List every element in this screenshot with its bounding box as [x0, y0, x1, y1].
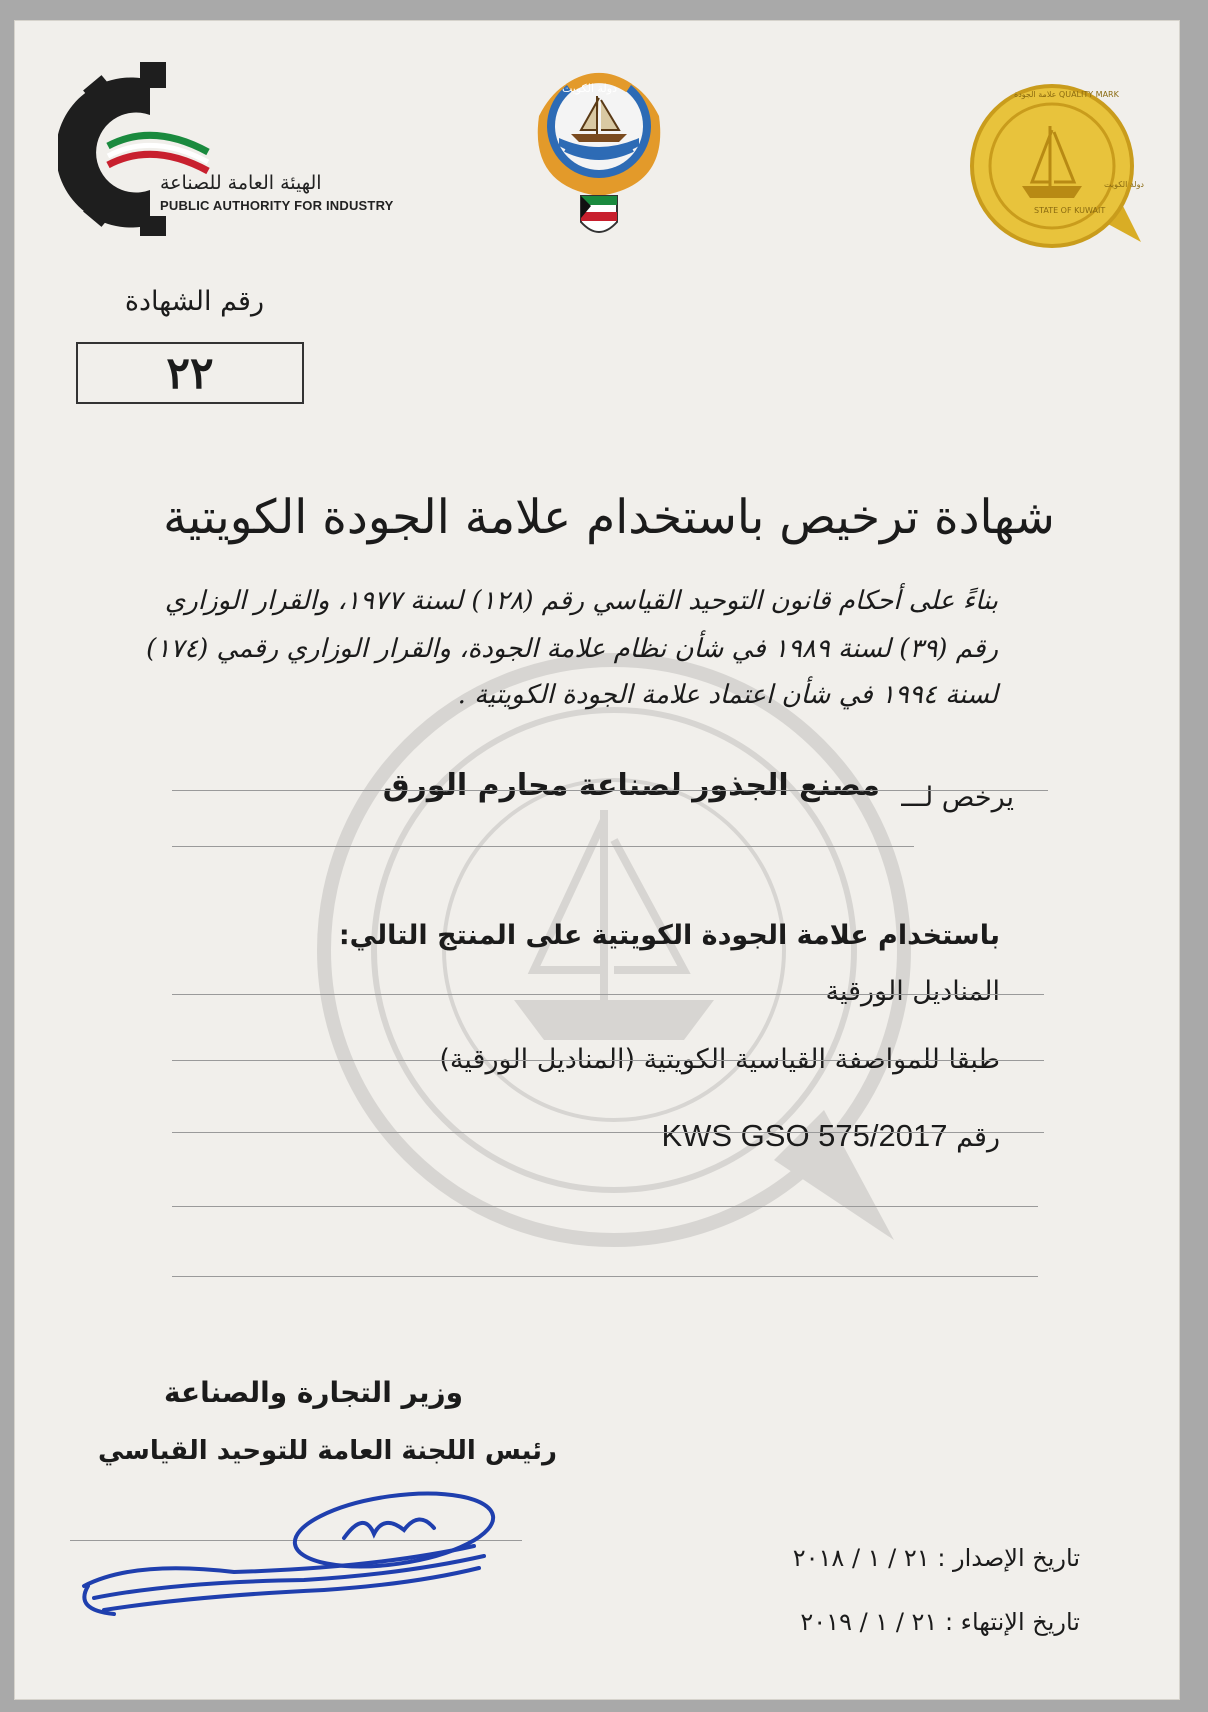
certificate-number: ٢٢ [166, 347, 214, 399]
license-prefix: يرخص لـــ [901, 782, 1014, 813]
emblem-text: دولة الكويت [562, 82, 617, 95]
certificate-page [14, 20, 1180, 1700]
standard-number: KWS GSO 575/2017 [661, 1118, 948, 1153]
product-line [172, 994, 1044, 995]
authority-name-ar: الهيئة العامة للصناعة [160, 172, 322, 194]
signature-icon [74, 1490, 514, 1630]
seal-text-bottom: STATE OF KUWAIT [1034, 206, 1106, 215]
issue-date: ٢١ / ١ / ٢٠١٨ [792, 1544, 930, 1572]
blank-line-1 [172, 1206, 1038, 1207]
preamble-line-1: بناءً على أحكام قانون التوحيد القياسي رقم (١٢٨) لسنة ١٩٧٧، والقرار الوزاري [164, 586, 998, 616]
licensee-name: مصنع الجذور لصناعة محارم الورق [382, 768, 880, 803]
seal-text-top: علامة الجودة QUALITY MARK [1014, 90, 1119, 99]
standard-number-row [661, 1118, 1000, 1154]
authority-name-en: PUBLIC AUTHORITY FOR INDUSTRY [160, 198, 394, 213]
kuwait-emblem-icon [519, 46, 679, 246]
expiry-date-row [800, 1608, 1080, 1636]
licensee-line-2 [172, 846, 914, 847]
minister-title: وزير التجارة والصناعة [164, 1376, 463, 1409]
standard-number-label: رقم [956, 1122, 1000, 1153]
preamble-line-2: رقم (٣٩) لسنة ١٩٨٩ في شأن نظام علامة الجودة، والقرار الوزاري رقمي (١٧٤) [146, 634, 998, 664]
usage-statement: باستخدام علامة الجودة الكويتية على المنتج التالي: [338, 920, 1000, 951]
standard-number-line [172, 1132, 1044, 1133]
issue-date-label: تاريخ الإصدار : [937, 1544, 1080, 1572]
standard-line [172, 1060, 1044, 1061]
preamble-line-3: لسنة ١٩٩٤ في شأن اعتماد علامة الجودة الكويتية . [457, 680, 998, 710]
expiry-date: ٢١ / ١ / ٢٠١٩ [800, 1608, 938, 1636]
licensee-line-1 [172, 790, 1048, 791]
blank-line-2 [172, 1276, 1038, 1277]
issue-date-row [793, 1544, 1080, 1572]
chairman-title: رئيس اللجنة العامة للتوحيد القياسي [98, 1436, 557, 1466]
certificate-title: شهادة ترخيص باستخدام علامة الجودة الكويتية [163, 490, 1055, 545]
expiry-date-label: تاريخ الإنتهاء : [944, 1608, 1080, 1636]
certificate-number-label: رقم الشهادة [124, 286, 264, 317]
seal-text-bottom-ar: دولة الكويت [1104, 180, 1144, 189]
standard-description: طبقا للمواصفة القياسية الكويتية (المناديل الورقية) [439, 1044, 1000, 1075]
product-name: المناديل الورقية [825, 976, 1000, 1007]
quality-mark-seal-icon [966, 82, 1146, 252]
certificate-number-box [76, 342, 304, 404]
